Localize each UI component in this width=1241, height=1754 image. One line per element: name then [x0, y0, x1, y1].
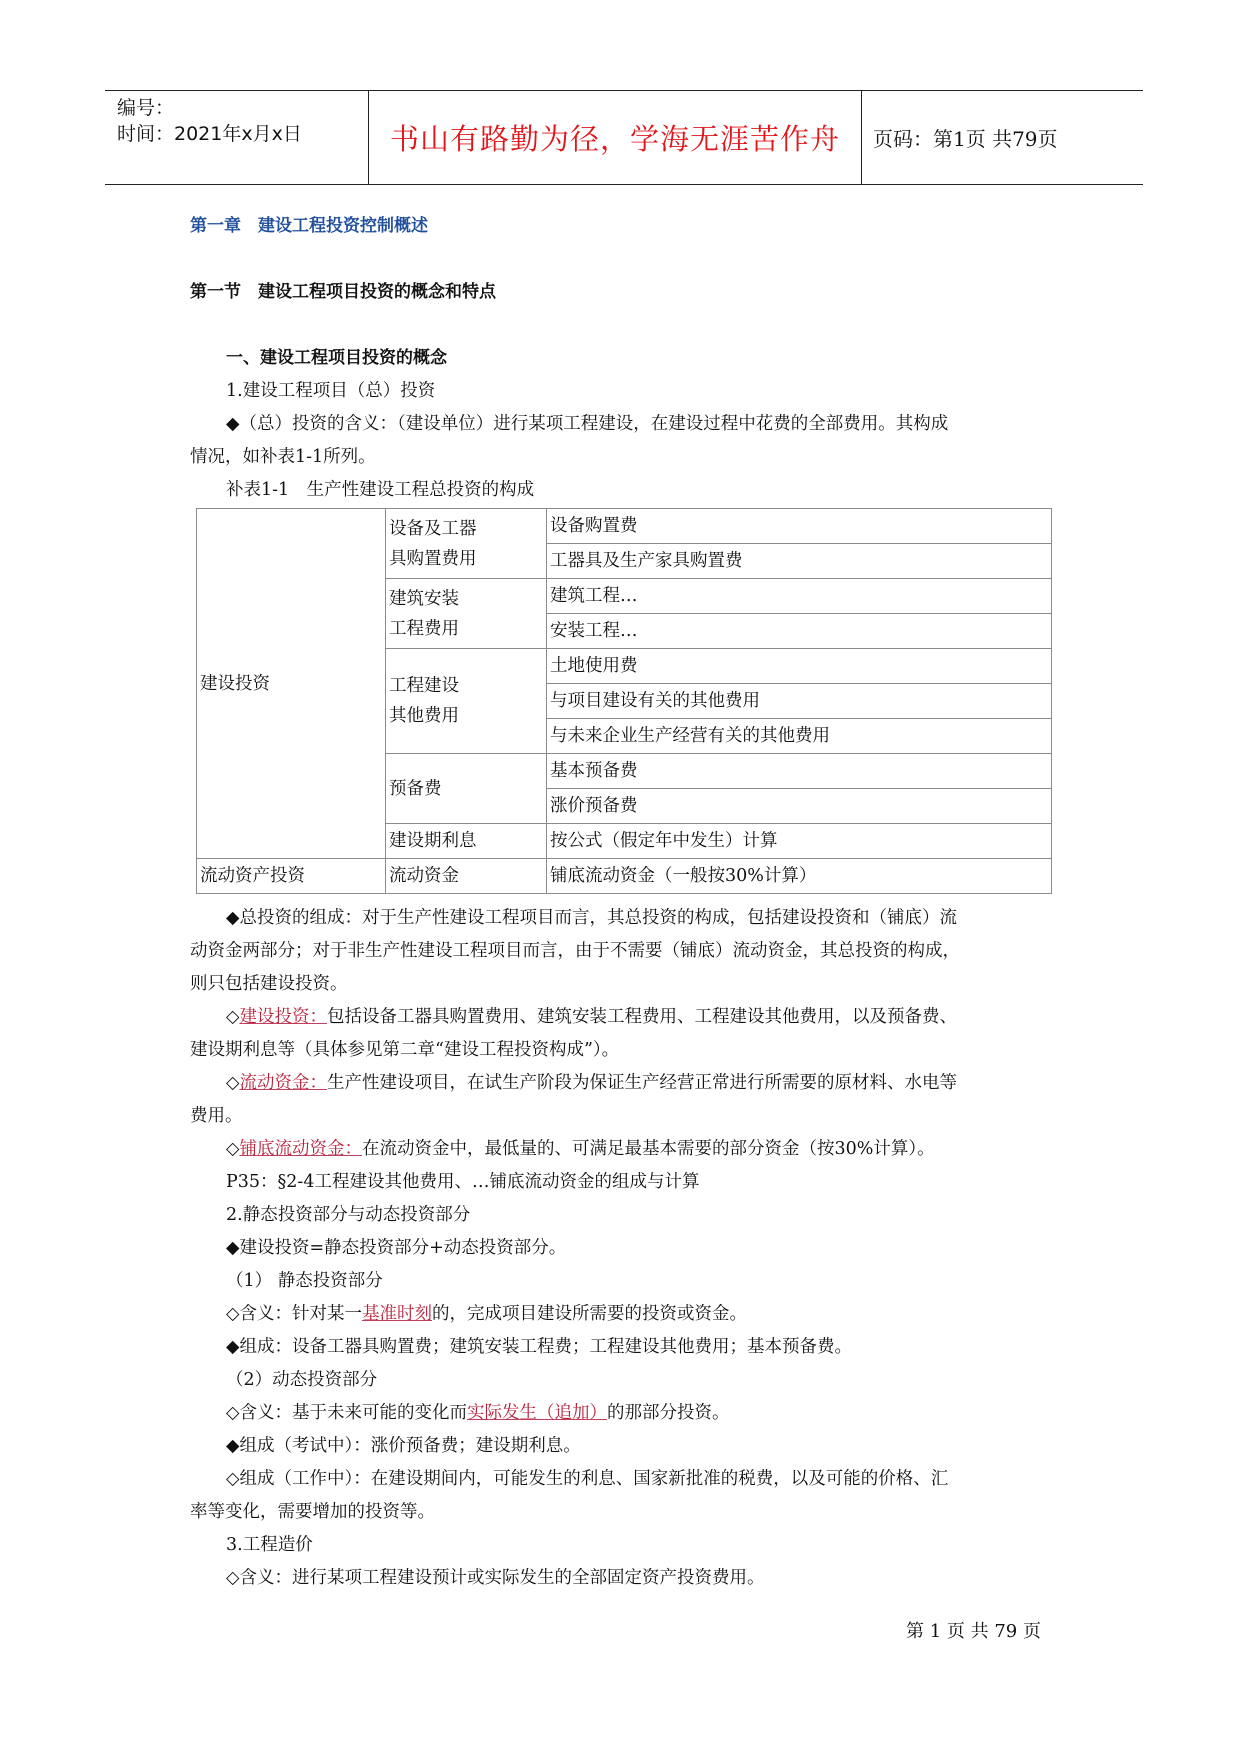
- table-cell: 与项目建设有关的其他费用: [547, 684, 1052, 719]
- subsection-title: 一、建设工程项目投资的概念: [226, 348, 447, 368]
- term-base-moment: 基准时刻: [361, 1304, 432, 1324]
- paragraph: 3.工程造价: [226, 1535, 313, 1555]
- term-construction-investment: 建设投资：: [239, 1007, 327, 1027]
- table-cell: 设备购置费: [547, 509, 1052, 544]
- table-cell: 安装工程…: [547, 614, 1052, 649]
- paragraph: ◆建设投资=静态投资部分+动态投资部分。: [226, 1238, 567, 1258]
- text: ◇含义：针对某一: [226, 1304, 362, 1324]
- text: 的，完成项目建设所需要的投资或资金。: [431, 1304, 747, 1324]
- text: 包括设备工器具购置费用、建筑安装工程费用、工程建设其他费用，以及预备费、: [326, 1007, 957, 1027]
- text: ◇含义：基于未来可能的变化而: [226, 1403, 467, 1423]
- paragraph: ◇组成（工作中）：在建设期间内，可能发生的利息、国家新批准的税费，以及可能的价格、汇: [226, 1469, 949, 1489]
- table-cell: 建设期利息: [386, 824, 547, 859]
- text: 的那部分投资。: [606, 1403, 730, 1423]
- paragraph: [226, 1397, 729, 1430]
- table-cell: 建设投资: [197, 509, 386, 859]
- bullet: ◇: [226, 1139, 240, 1159]
- table-cell: 建筑安装 工程费用: [386, 579, 547, 649]
- paragraph: P35：§2-4工程建设其他费用、…铺底流动资金的组成与计算: [226, 1172, 700, 1192]
- table-cell: 流动资产投资: [197, 859, 386, 894]
- table-cell: 预备费: [386, 754, 547, 824]
- paragraph: 则只包括建设投资。: [190, 974, 348, 994]
- paragraph: （1） 静态投资部分: [226, 1271, 383, 1291]
- section-title: 第一节 建设工程项目投资的概念和特点: [190, 282, 496, 302]
- paragraph: （2）动态投资部分: [226, 1370, 378, 1390]
- text: 生产性建设项目，在试生产阶段为保证生产经营正常进行所需要的原材料、水电等: [326, 1073, 957, 1093]
- paragraph: [226, 1001, 957, 1034]
- page-footer: 第 1 页 共 79 页: [906, 1621, 1041, 1642]
- header-motto: 书山有路勤为径，学海无涯苦作舟: [368, 91, 862, 184]
- table-caption: 补表1-1 生产性建设工程总投资的构成: [226, 480, 535, 500]
- table-cell: 与未来企业生产经营有关的其他费用: [547, 719, 1052, 754]
- paragraph: ◆组成（考试中）：涨价预备费；建设期利息。: [226, 1436, 581, 1456]
- investment-table: [196, 508, 1052, 894]
- chapter-title: 第一章 建设工程投资控制概述: [190, 216, 428, 236]
- bullet: ◇: [226, 1007, 240, 1027]
- paragraph: [226, 1298, 747, 1331]
- table-cell: 铺底流动资金（一般按30%计算）: [547, 859, 1052, 894]
- number-label: 编号：: [117, 97, 175, 119]
- paragraph: 2.静态投资部分与动态投资部分: [226, 1205, 471, 1225]
- table-cell: 按公式（假定年中发生）计算: [547, 824, 1052, 859]
- term-working-capital: 流动资金：: [239, 1073, 327, 1093]
- paragraph: 率等变化，需要增加的投资等。: [190, 1502, 435, 1522]
- time-label: 时间：2021年x月x日: [117, 123, 302, 145]
- table-cell: 建筑工程…: [547, 579, 1052, 614]
- paragraph: [226, 1067, 957, 1100]
- paragraph: ◆（总）投资的含义：（建设单位）进行某项工程建设，在建设过程中花费的全部费用。其构成: [226, 414, 949, 434]
- table-cell: 基本预备费: [547, 754, 1052, 789]
- table-cell: 设备及工器 具购置费用: [386, 509, 547, 579]
- paragraph: 建设期利息等（具体参见第二章“建设工程投资构成”）。: [190, 1040, 620, 1060]
- paragraph: 1.建设工程项目（总）投资: [226, 381, 436, 401]
- paragraph: 费用。: [190, 1106, 243, 1126]
- bullet: ◇: [226, 1073, 240, 1093]
- paragraph: ◇含义：进行某项工程建设预计或实际发生的全部固定资产投资费用。: [226, 1568, 765, 1588]
- paragraph: 动资金两部分；对于非生产性建设工程项目而言，由于不需要（铺底）流动资金，其总投资的构成，: [190, 941, 960, 961]
- table-cell: 土地使用费: [547, 649, 1052, 684]
- paragraph: [226, 1133, 935, 1166]
- table-cell: 流动资金: [386, 859, 547, 894]
- paragraph: ◆总投资的组成：对于生产性建设工程项目而言，其总投资的构成，包括建设投资和（铺底）流: [226, 908, 957, 928]
- paragraph: 情况，如补表1-1所列。: [190, 447, 376, 467]
- table-cell: 工器具及生产家具购置费: [547, 544, 1052, 579]
- header-page-info: 页码：第1页 共79页: [873, 127, 1058, 151]
- term-actual-occurrence: 实际发生（追加）: [466, 1403, 607, 1423]
- table-cell: 涨价预备费: [547, 789, 1052, 824]
- header-left: [117, 95, 302, 147]
- term-base-working-capital: 铺底流动资金：: [239, 1139, 362, 1159]
- paragraph: ◆组成：设备工器具购置费；建筑安装工程费；工程建设其他费用；基本预备费。: [226, 1337, 852, 1357]
- page-header: [105, 90, 1143, 185]
- text: 在流动资金中，最低量的、可满足最基本需要的部分资金（按30%计算）。: [361, 1139, 935, 1159]
- table-cell: 工程建设 其他费用: [386, 649, 547, 754]
